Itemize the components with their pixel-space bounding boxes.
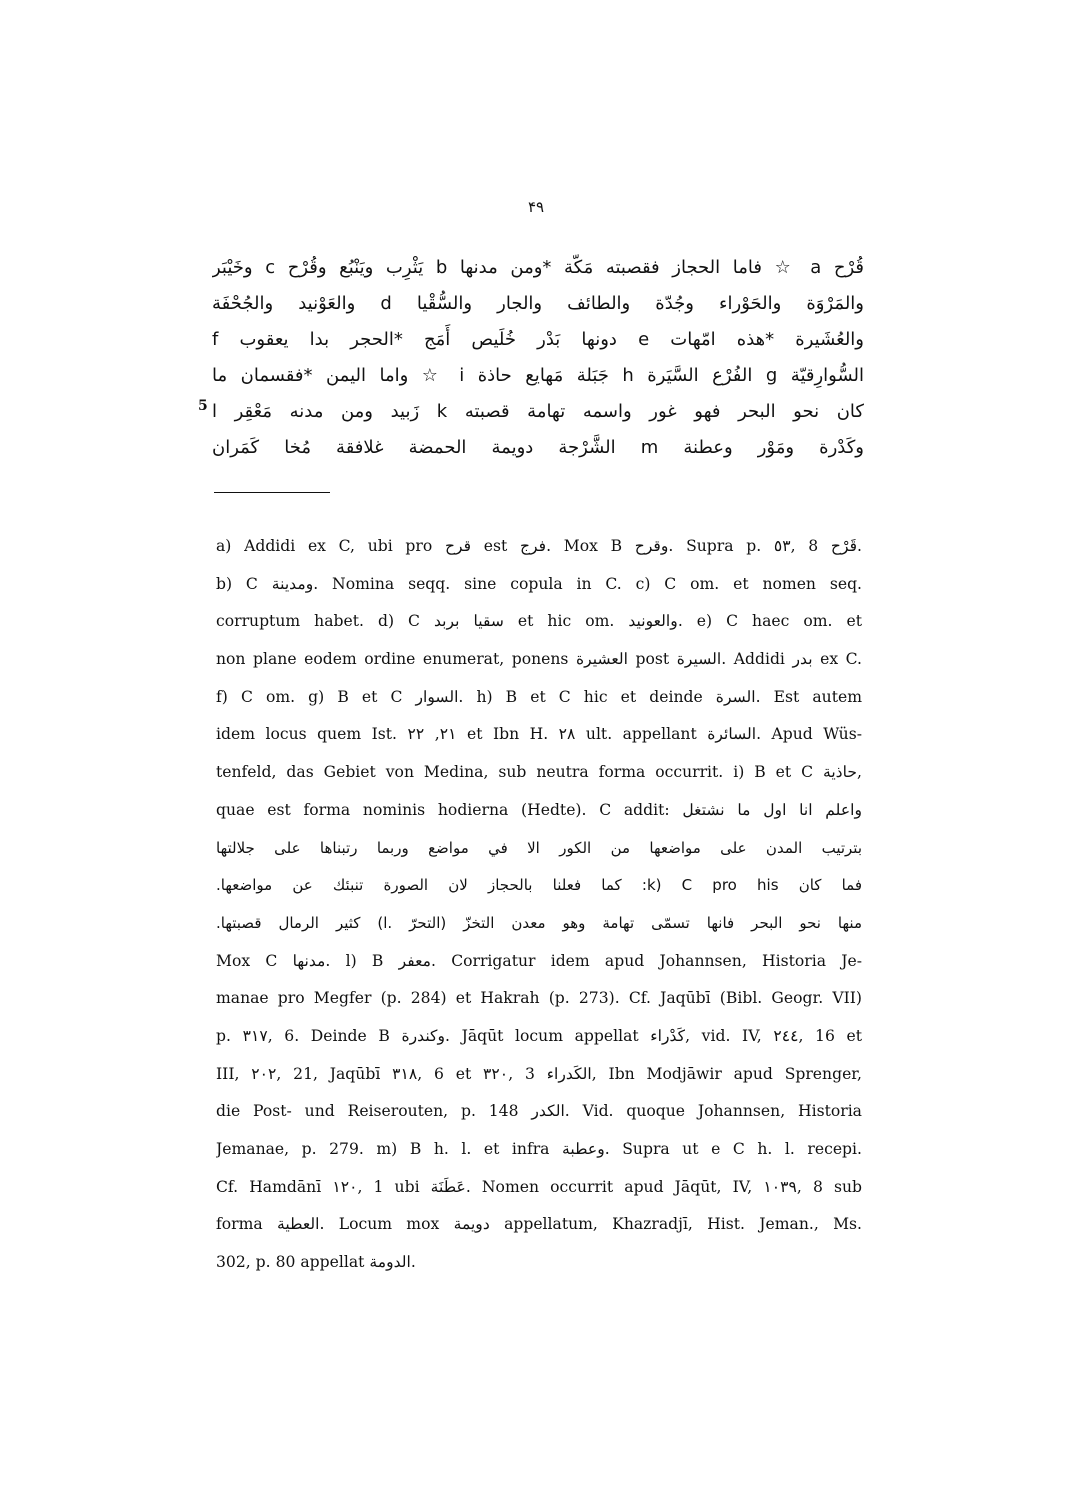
page-number: ۴۹	[527, 198, 545, 216]
footnote-line: non plane eodem ordine enumerat, ponens العشيرة post السيرة. Addidi بدر ex C.	[216, 650, 862, 669]
footnote-line: die Post- und Reiserouten, p. 148 الكدر. Vid. quoque Johannsen, Historia	[216, 1102, 862, 1121]
footnote-line: f) C om. g) B et C السوار. h) B et C hic et deinde السرة. Est autem	[216, 687, 862, 706]
footnote-line: tenfeld, das Gebiet von Medina, sub neutra forma occurrit. i) B et C حاذية,	[216, 763, 862, 782]
footnote-line: Jemanae, p. 279. m) B h. l. et infra وعطبة. Supra ut e C h. l. recepi.	[216, 1140, 862, 1158]
footnote-divider	[214, 492, 330, 493]
main-text-line: كان نحو البحر فهو غور واسمه تهامة قصبته k زَبيد ومن مدنه مَعْقِر l	[212, 401, 864, 422]
main-text-line: وكَدْرة ومَوْر وعطنة m الشَّرْجة دويمة الحمضة غلافقة مُخا كَمَران	[212, 437, 864, 458]
footnote-arabic-line: فما كان k) C pro his: كما فعلنا بالحجاز لان الصورة تنبئك عن مواضعها.	[216, 876, 862, 895]
footnote-line: Mox C مدنها. l) B معفر. Corrigatur idem apud Johannsen, Historia Je-	[216, 951, 862, 970]
main-arabic-text	[212, 250, 864, 466]
footnote-line: quae est forma nominis hodierna (Hedte). C addit: واعلم انا اول ما نشتغل	[216, 800, 862, 819]
line-number-marker: 5	[198, 398, 208, 414]
footnote-line: forma العطية. Locum mox دويمة appellatum, Khazradjī, Hist. Jeman., Ms.	[216, 1215, 862, 1234]
main-text-line: والعُشَيرة *هذه امّهات e دونها بَدْر خُلَيص أَمَج *الحجر بدا يعقوب f	[212, 329, 864, 350]
footnote-line: idem locus quem Ist. ٢١, ٢٢ et Ibn H. ٢٨ ult. appellant السائرة. Apud Wüs-	[216, 725, 862, 744]
main-text-line: والمَرْوَة والحَوْراء وجُدّة والطائف والجار والسُّقْيا d والعَوْنيد والجُحْفَة	[212, 293, 864, 314]
footnote-line: manae pro Megfer (p. 284) et Hakrah (p. 273). Cf. Jaqūbī (Bibl. Geogr. VII)	[216, 989, 862, 1008]
footnote-line: a) Addidi ex C, ubi pro قرح est فرج. Mox B وقرح. Supra p. ٥٣, 8 قَرْح.	[216, 537, 862, 555]
main-text-line: قُرْح a ☆ فاما الحجاز فقصبته مَكّة *ومن مدنها b يَثْرِب ويَنْبُع وقُرْح c وخَيْبَر	[212, 257, 864, 278]
footnote-line: corruptum habet. d) C سقيا بربد et hic om. والعونيد. e) C haec om. et	[216, 612, 862, 631]
footnote-line: p. ٣١٧, 6. Deinde B وكندرة. Jāqūt locum appellat كَدْراء, vid. IV, ٢٤٤, 16 et	[216, 1026, 862, 1045]
footnote-line: Cf. Hamdānī ١٢٠, 1 ubi عَطَنَة. Nomen occurrit apud Jāqūt, IV, ١٠٣٩, 8 sub	[216, 1177, 862, 1196]
footnotes	[216, 528, 862, 1282]
footnote-line: III, ٢٠٢, 21, Jaqūbī ٣١٨, 6 et ٣٢٠, 3 الكَدراء, Ibn Modjāwir apud Sprenger,	[216, 1064, 862, 1083]
footnote-line: 302, p. 80 appellat الدومة.	[216, 1253, 416, 1272]
footnote-arabic-line: بترتيب المدن على مواضعها من الكور الا في مواضع وربما رتبناها على جلالتها	[216, 838, 862, 857]
main-text-line: السُّوارِقيّة g الفُرْع السَّيَرة h جَبَلة مَهايع حاذة i ☆ واما اليمن *فقسمان ما	[212, 365, 864, 386]
footnote-line: b) C ومدينة. Nomina seqq. sine copula in C. c) C om. et nomen seq.	[216, 574, 862, 593]
footnote-arabic-line: منها نحو البحر فانها تسمّى تهامة وهو معدن التخزّ (التحرّ .l) كثير الرمال قصبتها.	[216, 913, 862, 932]
